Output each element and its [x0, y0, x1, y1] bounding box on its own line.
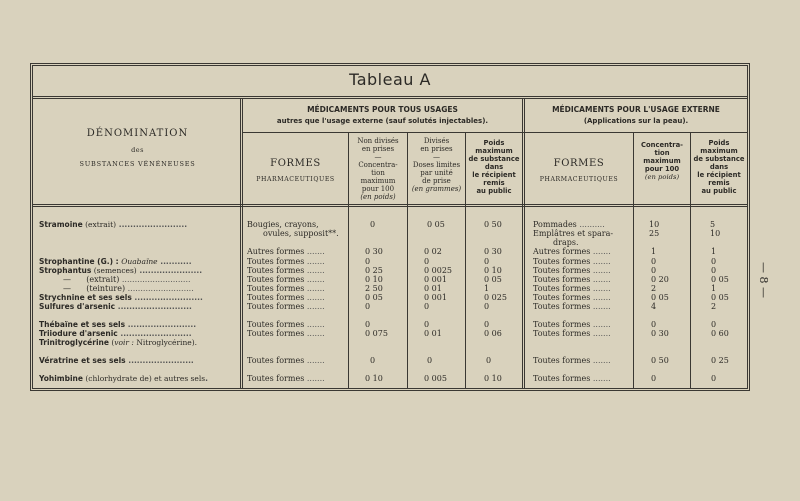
table-row-c3: 0: [484, 302, 490, 311]
table-row-c1: 0 25: [365, 266, 383, 275]
table-row-ext: Toutes formes .......: [533, 293, 611, 302]
table-row-e1: 2: [651, 284, 657, 293]
table-row-e1: 4: [651, 302, 657, 311]
table-row-c3: 0: [484, 320, 490, 329]
table-row-e1: 0 05: [651, 293, 669, 302]
table-row-ext: Toutes formes .......: [533, 320, 611, 329]
header-col-poids2: Poids maximum de substance dans le récipient remis au public: [693, 139, 745, 195]
table-row-c2: 0: [424, 257, 430, 266]
table-row-forme: Toutes formes .......: [247, 356, 325, 365]
table-row-c2: 0 0025: [424, 266, 452, 275]
table-row-e1: 0: [651, 266, 657, 275]
table-row-ext: Toutes formes .......: [533, 356, 611, 365]
table-row-forme: Toutes formes .......: [247, 320, 325, 329]
rule-under-title-2: [33, 98, 747, 99]
table-row-e2: 0 05: [711, 293, 729, 302]
table-row-c2: 0: [427, 356, 433, 365]
table-row-c1: 0: [365, 257, 371, 266]
table-row-c1: 0 10: [365, 374, 383, 383]
table-row-name: Stramoine (extrait) ........................: [39, 220, 188, 229]
table-row-ext: Toutes formes .......: [533, 257, 611, 266]
table-row-forme: Toutes formes .......: [247, 302, 325, 311]
table-row-forme: Toutes formes .......: [247, 374, 325, 383]
table-row-e1: 1: [651, 247, 657, 256]
table-row-forme: Toutes formes .......: [247, 257, 325, 266]
table-row-e1: 0 20: [651, 275, 669, 284]
table-row-c3: 0 30: [484, 247, 502, 256]
table-row-c2: 0 005: [424, 374, 447, 383]
table-row-c2: 0 001: [424, 293, 447, 302]
group2-title: MÉDICAMENTS POUR L'USAGE EXTERNE: [552, 105, 720, 114]
table-row-e1: 0: [651, 257, 657, 266]
table-row-forme: Toutes formes .......: [247, 266, 325, 275]
header-formes-1: FORMES PHARMACEUTIQUES: [256, 158, 335, 183]
table-row-e1: 0 30: [651, 329, 669, 338]
table-row-c2: 0 01: [424, 329, 442, 338]
table-row-forme: ovules, supposit**.: [263, 229, 339, 238]
header-denomination: DÉNOMINATION des SUBSTANCES VÉNÉNEUSES: [79, 128, 196, 168]
table-row-e2: 0 25: [711, 356, 729, 365]
vrule-5: [522, 98, 523, 388]
header-col-concentration: Concentra- tion maximum pour 100 (en poids): [641, 141, 683, 181]
table-row-e1: 0 50: [651, 356, 669, 365]
table-row-e1: 0: [651, 320, 657, 329]
table-row-forme: Toutes formes .......: [247, 293, 325, 302]
table-row-ext: Toutes formes .......: [533, 302, 611, 311]
table-row-c3: 0 025: [484, 293, 507, 302]
table-row-c3: 0 06: [484, 329, 502, 338]
table-row-ext: Toutes formes .......: [533, 266, 611, 275]
table-row-c2: 0 02: [424, 247, 442, 256]
table-row-c2: 0: [424, 302, 430, 311]
table-row-c3: 0: [486, 356, 492, 365]
table-title: Tableau A: [349, 70, 431, 89]
table-row-c1: 0 075: [365, 329, 388, 338]
vrule-5b: [524, 98, 525, 388]
table-row-ext: Toutes formes .......: [533, 329, 611, 338]
vrule-1b: [242, 98, 243, 388]
table-row-e2: 0: [711, 374, 717, 383]
table-row-c1: 0: [365, 320, 371, 329]
table-row-name: Thébaïne et ses sels ........................: [39, 320, 197, 329]
vrule-1: [240, 98, 241, 388]
table-row-ext: Toutes formes .......: [533, 374, 611, 383]
table-row-e2: 0 60: [711, 329, 729, 338]
table-row-c3: 1: [484, 284, 490, 293]
header-formes-2: FORMES PHARMACEUTIQUES: [539, 158, 619, 183]
table-row-e1: 10: [649, 220, 660, 229]
table-row-e1: 0: [651, 374, 657, 383]
table-row-e2: 1: [711, 284, 717, 293]
table-row-ext: Toutes formes .......: [533, 275, 611, 284]
table-row-forme: Autres formes .......: [247, 247, 325, 256]
table-row-name: — (teinture) ..........................: [63, 284, 194, 293]
table-row-forme: Bougies, crayons,: [247, 220, 319, 229]
table-row-c2: 0: [424, 320, 430, 329]
table-row-c3: 0: [484, 257, 490, 266]
table-row-e2: 0 05: [711, 275, 729, 284]
table-row-c1: 0: [370, 220, 376, 229]
table-row-forme: Toutes formes .......: [247, 275, 325, 284]
table-row-forme: Toutes formes .......: [247, 329, 325, 338]
table-row-e1: 25: [649, 229, 660, 238]
table-row-ext: Pommades ..........: [533, 220, 605, 229]
rule-under-title: [33, 96, 747, 97]
table-row-c2: 0 001: [424, 275, 447, 284]
table-row-c1: 0 10: [365, 275, 383, 284]
table-row-c1: 0: [365, 302, 371, 311]
table-row-c3: 0 10: [484, 374, 502, 383]
table-row-e2: 5: [710, 220, 716, 229]
table-row-ext: draps.: [553, 238, 579, 247]
rule-under-header: [33, 204, 747, 205]
group1-subtitle: autres que l'usage externe (sauf solutés injectables).: [276, 117, 489, 125]
group2-subtitle: (Applications sur la peau).: [583, 117, 689, 125]
header-col-nondivises: Non divisés en prises — Concentra- tion maximum pour 100 (en poids): [357, 137, 399, 201]
header-col-divises: Divisés en prises — Doses limites par unité de prise (en grammes): [411, 137, 462, 193]
header-col-poids: Poids maximum de substance dans le récipient remis au public: [468, 139, 520, 195]
table-row-ext: Autres formes .......: [533, 247, 611, 256]
table-row-e2: 0: [711, 266, 717, 275]
table-row-name: Trinitroglycérine (voir : Nitroglycérine).: [39, 338, 198, 347]
table-row-name: Yohimbine (chlorhydrate de) et autres sels.: [39, 374, 208, 383]
table-frame: [30, 63, 750, 391]
group1-title: MÉDICAMENTS POUR TOUS USAGES: [307, 105, 458, 114]
table-row-name: Strophantine (G.) : Ouabaïne ...........: [39, 257, 192, 266]
table-row-c2: 0 05: [427, 220, 445, 229]
rule-group-header: [242, 132, 747, 133]
table-row-e2: 10: [710, 229, 721, 238]
table-row-c1: 0: [370, 356, 376, 365]
table-row-name: Vératrine et ses sels .......................: [39, 356, 194, 365]
table-row-c1: 0 05: [365, 293, 383, 302]
table-row-c1: 2 50: [365, 284, 383, 293]
page-number: — 8 —: [757, 262, 770, 298]
table-row-e2: 2: [711, 302, 717, 311]
table-row-name: Sulfures d'arsenic ..........................: [39, 302, 192, 311]
table-row-c3: 0 50: [484, 220, 502, 229]
table-row-name: Triiodure d'arsenic .........................: [39, 329, 192, 338]
table-row-name: — (extrait) ...........................: [63, 275, 191, 284]
table-row-c1: 0 30: [365, 247, 383, 256]
table-row-c2: 0 01: [424, 284, 442, 293]
rule-under-header-2: [33, 206, 747, 207]
table-row-c3: 0 10: [484, 266, 502, 275]
table-row-name: Strophantus (semences) ......................: [39, 266, 203, 275]
table-row-e2: 0: [711, 257, 717, 266]
table-row-forme: Toutes formes .......: [247, 284, 325, 293]
table-row-ext: Emplâtres et spara-: [533, 229, 614, 238]
table-row-e2: 1: [711, 247, 717, 256]
table-row-c3: 0 05: [484, 275, 502, 284]
table-row-e2: 0: [711, 320, 717, 329]
table-row-name: Strychnine et ses sels ........................: [39, 293, 203, 302]
table-row-ext: Toutes formes .......: [533, 284, 611, 293]
